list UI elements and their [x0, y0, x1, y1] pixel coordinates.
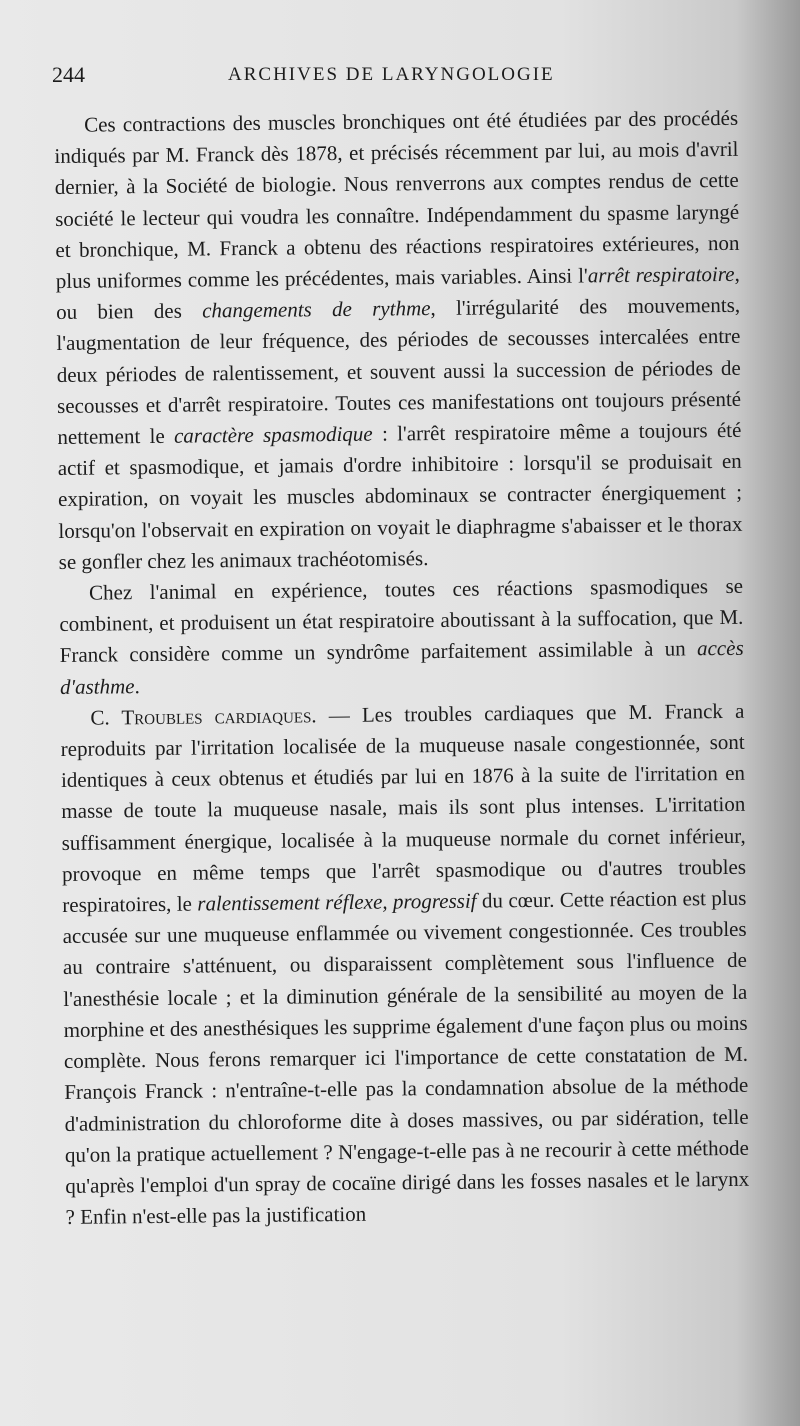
text-run: Chez l'animal en expérience, toutes ces réactions spasmodiques se combinent, et produisent un état respiratoire aboutissant à la suffocation, que M. Franck considère comme un syndrôme parfaitement assimilable à un — [59, 573, 744, 668]
text-run: : l'arrêt respiratoire même a toujours été actif et spasmodique, et jamais d'ordre inhibitoire : lorsqu'il se produisait en expiration, on voyait les muscles abdominaux se contracter énergiquement ; lorsqu'on l'observait en expiration on voyait le diaphragme s'abaisser et le thorax se gonfler chez les animaux trachéotomisés. — [57, 417, 743, 574]
text-run: , ou bien des — [55, 261, 740, 325]
text-run: du cœur. Cette réaction est plus accusée sur une muqueuse enflammée ou vivement congestionnée. Ces troubles au contraire s'atténuent, ou disparaissent complètement sous l'influence de l'anesthésie locale ; et la diminution générale de la sensibilité au moyen de la morphine et des anesthésiques les supprime également d'une façon plus ou moins complète. Nous ferons remarquer ici l'importance de cette constatation de M. François Franck : n'entraîne-t-elle pas la condamnation absolue de la méthode d'administration du chloroforme dite à doses massives, ou par sidération, telle qu'on la pratique actuellement ? N'engage-t-elle pas à ne recourir à cette méthode qu'après l'emploi d'un spray de cocaïne dirigé dans les fosses nasales et le larynx ? Enfin n'est-elle pas la justification — [62, 885, 750, 1230]
paragraph-1 — [54, 103, 743, 578]
text-run: . — [134, 673, 140, 698]
italic-run: changements de rythme — [202, 296, 431, 323]
italic-run: arrêt respiratoire — [587, 261, 735, 288]
text-run: , l'irrégularité des mouvements, l'augmentation de leur fréquence, des périodes de secousses intercalées entre deux périodes de ralentissement, et souvent aussi la succession de périodes de secousses et d'arrêt respiratoire. Toutes ces manifestations ont toujours présenté nettement le — [56, 293, 742, 450]
italic-run: caractère spasmodique — [173, 421, 373, 448]
paragraph-3 — [60, 696, 750, 1234]
text-run: Ces contractions des muscles bronchiques ont été étudiées par des procédés indiqués par M. Franck dès 1878, et précisés récemment par lui, au mois d'avril dernier, à la Société de biologie. Nous renverrons aux comptes rendus de cette société le lecteur qui voudra les connaître. Indépendamment du spasme laryngé et bronchique, M. Franck a obtenu des réactions respiratoires extérieures, non plus uniformes comme les précédentes, mais variables. Ainsi l' — [54, 105, 740, 294]
page-number: 244 — [52, 62, 85, 87]
section-label: C. Troubles cardiaques. — [90, 703, 317, 730]
italic-run: accès d'asthme — [59, 636, 744, 699]
body-text — [54, 103, 750, 1233]
running-title: ARCHIVES DE LARYNGOLOGIE — [228, 64, 555, 85]
text-run: — Les troubles cardiaques que M. Franck a reproduits par l'irritation localisée de la muqueuse nasale congestionnée, sont identiques à ceux obtenus et étudiés par lui en 1876 à la suite de l'irritation en masse de toute la muqueuse nasale, mais ils sont plus intenses. L'irritation suffisamment énergique, localisée à la muqueuse normale du cornet inférieur, provoque en même temps que l'arrêt spasmodique ou d'autres troubles respiratoires, le — [60, 698, 747, 918]
italic-run: ralentissement réflexe, progressif — [197, 888, 477, 916]
paragraph-2 — [59, 571, 744, 703]
